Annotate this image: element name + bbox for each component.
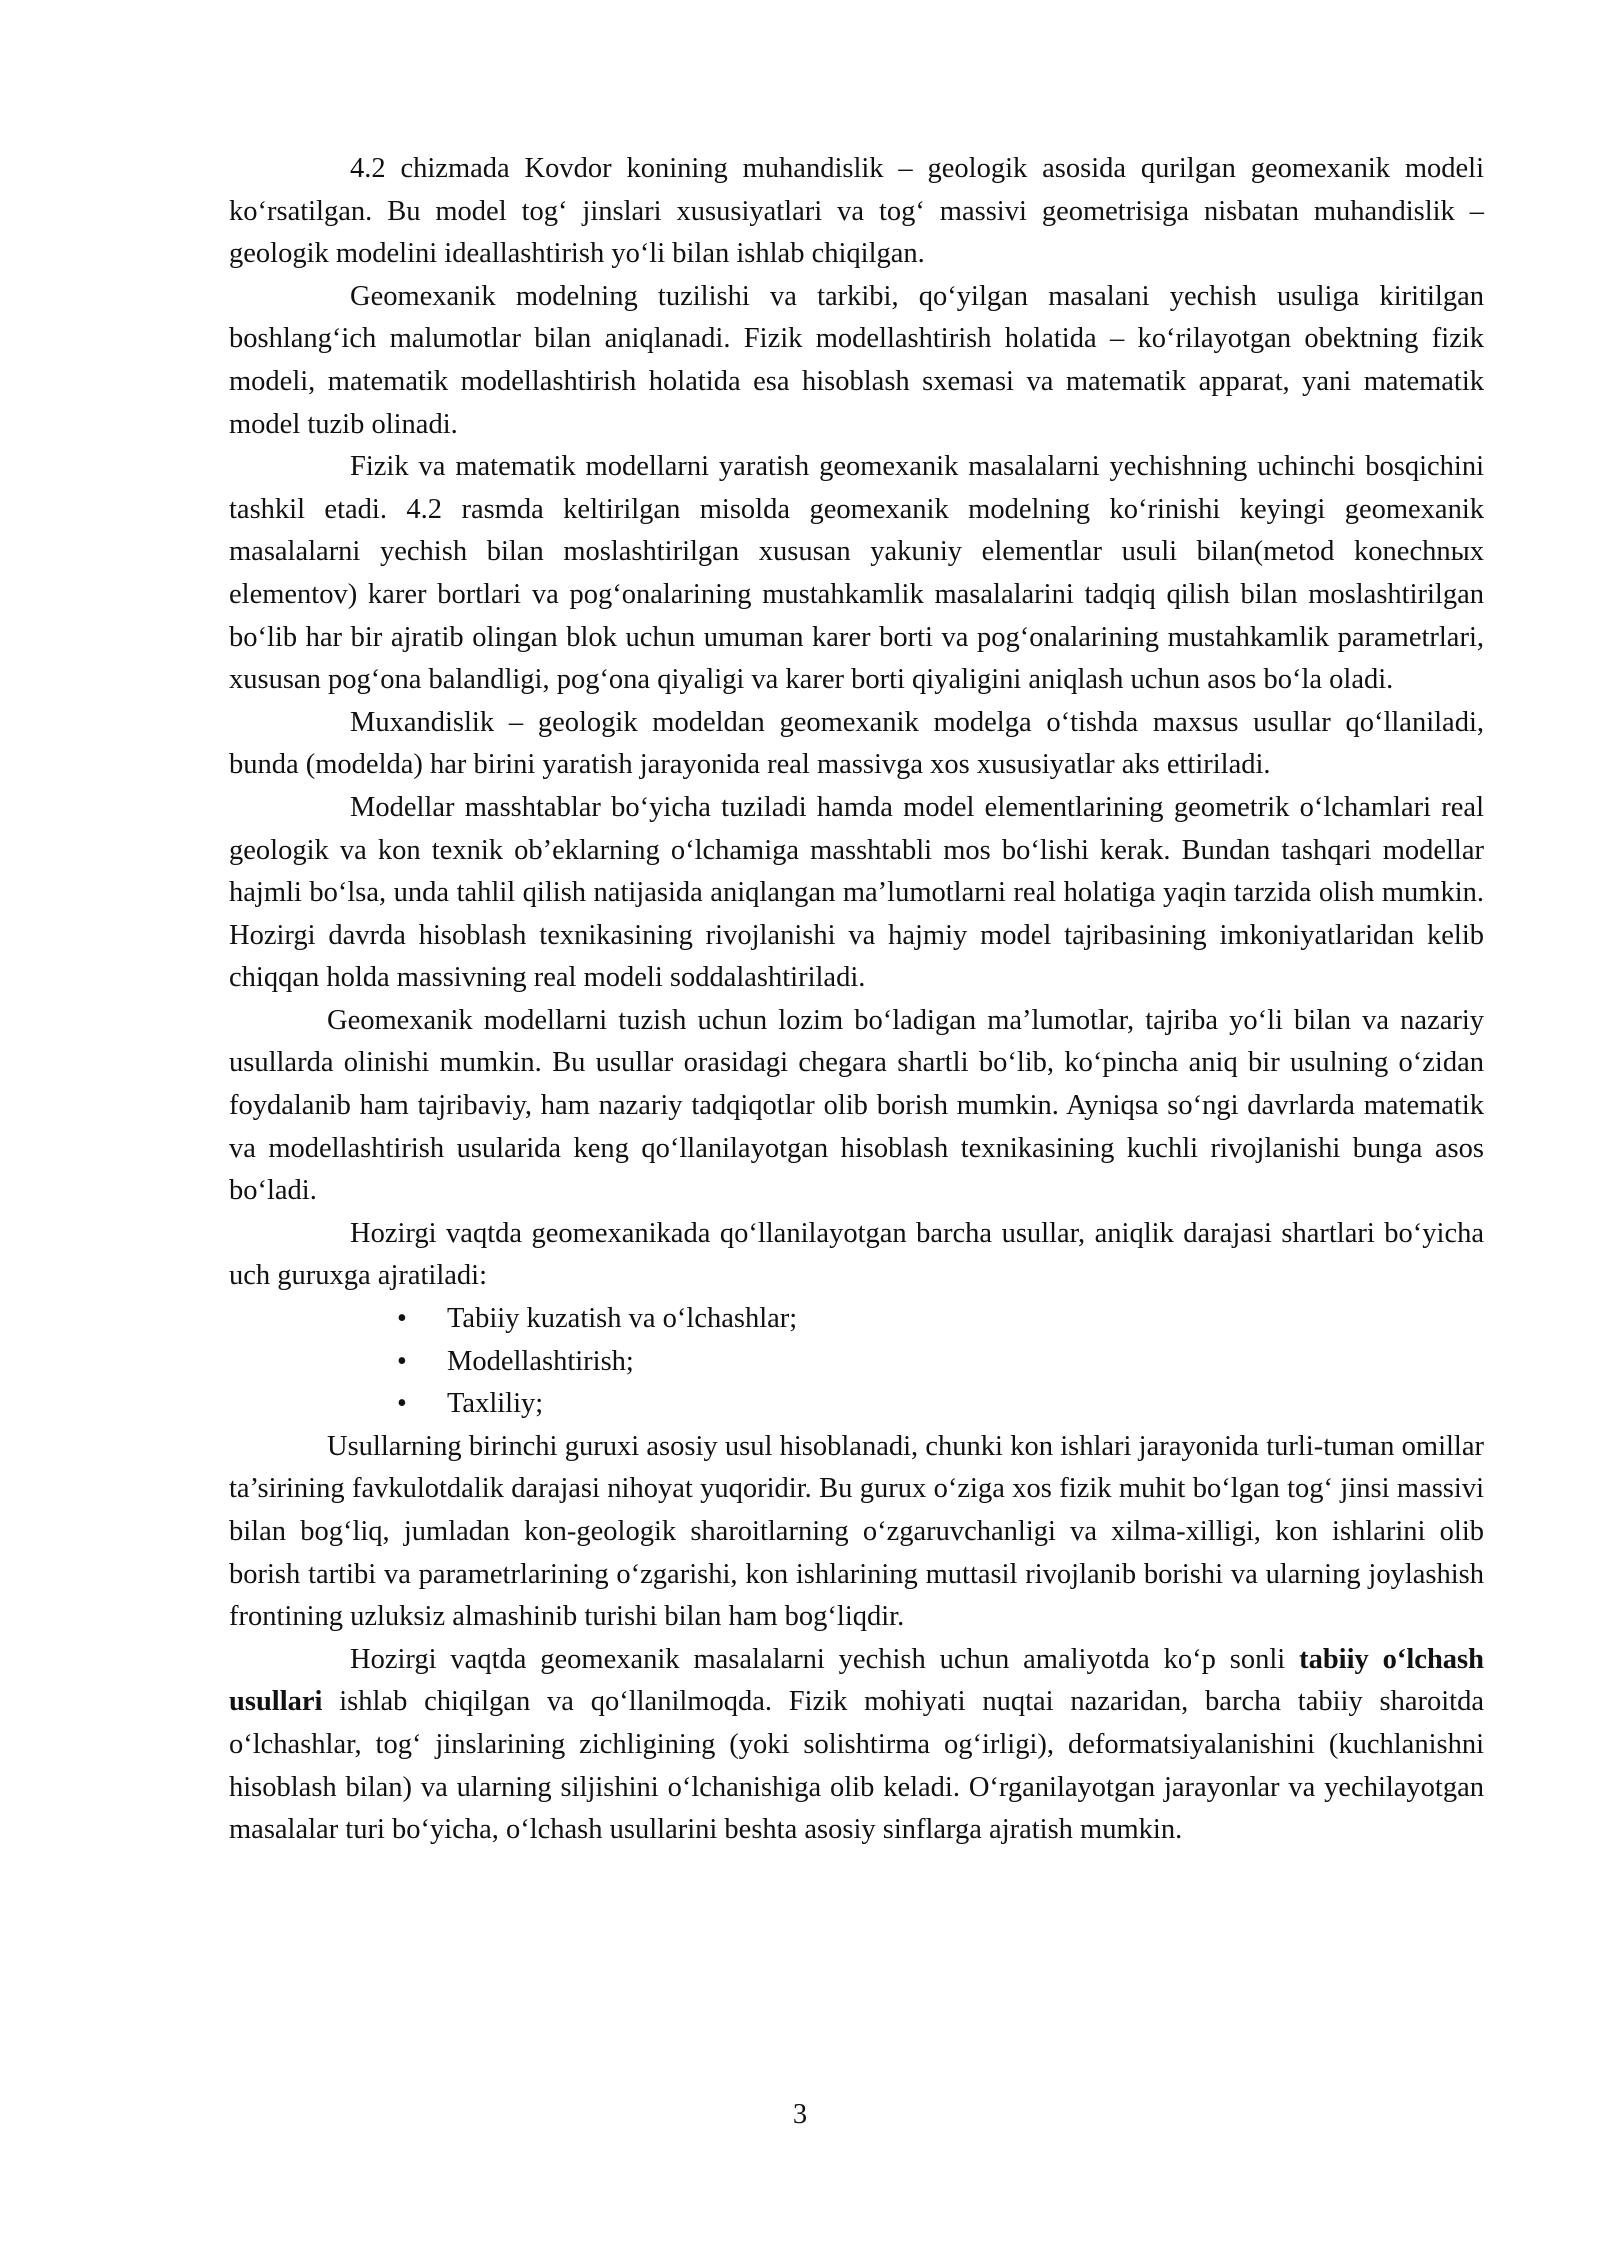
- paragraph-method-groups: Hozirgi vaqtda geomexanikada qo‘llanilayotgan barcha usullar, aniqlik darajasi shartlari bo‘yicha uch guruxga ajratiladi:: [229, 1217, 1484, 1292]
- list-item: [229, 1341, 1484, 1384]
- list-item-label: Tabiiy kuzatish va o‘lchashlar;: [447, 1303, 798, 1335]
- list-item: [229, 1383, 1484, 1426]
- document-body: [229, 148, 1484, 1852]
- paragraph-text-start: Hozirgi vaqtda geomexanik masalalarni yechish uchun amaliyotda ko‘p sonli: [350, 1643, 1300, 1675]
- paragraph-physical-math-models: Fizik va matematik modellarni yaratish geomexanik masalalarni yechishning uchinchi bosqichini tashkil etadi. 4.2 rasmda keltirilgan misolda geomexanik modelning ko‘rinishi keyingi geomexanik masalalarni yechish bilan moslashtirilgan xususan yakuniy elementlar usuli bilan(metod konechnых elementov) karer bortlari va pog‘onalarining mustahkamlik masalalarini tadqiq qilish bilan moslashtirilgan bo‘lib har bir ajratib olingan blok uchun umuman karer borti va pog‘onalarining mustahkamlik parametrlari, xususan pog‘ona balandligi, pog‘ona qiyaligi va karer borti qiyaligini aniqlash uchun asos bo‘la oladi.: [229, 451, 1484, 696]
- paragraph-kovdor-model: 4.2 chizmada Kovdor konining muhandislik – geologik asosida qurilgan geomexanik modeli ko‘rsatilgan. Bu model tog‘ jinslari xususiyatlari va tog‘ massivi geometrisiga nisbatan muhandislik – geologik modelini ideallashtirish yo‘li bilan ishlab chiqilgan.: [229, 153, 1484, 270]
- paragraph-first-group: Usullarning birinchi guruxi asosiy usul hisoblanadi, chunki kon ishlari jarayonida turli-tuman omillar ta’sirining favkulotdalik darajasi nihoyat yuqoridir. Bu gurux o‘ziga xos fizik muhit bo‘lgan tog‘ jinsi massivi bilan bog‘liq, jumladan kon-geologik sharoitlarning o‘zgaruvchanligi va xilma-xilligi, kon ishlarini olib borish tartibi va parametrlarining o‘zgarishi, kon ishlarining muttasil rivojlanib borishi va ularning joylashish frontining uzluksiz almashinib turishi bilan ham bog‘liqdir.: [229, 1430, 1484, 1633]
- paragraph-model-scale: Modellar masshtablar bo‘yicha tuziladi hamda model elementlarining geometrik o‘lchamlari real geologik va kon texnik ob’eklarning o‘lchamiga masshtabli mos bo‘lishi kerak. Bundan tashqari modellar hajmli bo‘lsa, unda tahlil qilish natijasida aniqlangan ma’lumotlarni real holatiga yaqin tarzida olish mumkin. Hozirgi davrda hisoblash texnikasining rivojlanishi va hajmiy model tajribasining imkoniyatlaridan kelib chiqqan holda massivning real modeli soddalashtiriladi.: [229, 791, 1484, 994]
- bullet-icon: •: [397, 1388, 407, 1420]
- list-item: [229, 1298, 1484, 1341]
- bullet-icon: •: [397, 1303, 407, 1335]
- list-item-label: Modellashtirish;: [447, 1345, 634, 1377]
- paragraph-natural-measurements: [229, 1639, 1484, 1852]
- page-number: 3: [792, 2099, 808, 2130]
- paragraph-engineering-geology-transition: Muxandislik – geologik modeldan geomexanik modelga o‘tishda maxsus usullar qo‘llaniladi, bunda (modelda) har birini yaratish jarayonida real massivga xos xususiyatlar aks ettiriladi.: [229, 706, 1484, 781]
- method-list: [229, 1298, 1484, 1426]
- paragraph-data-sources: Geomexanik modellarni tuzish uchun lozim bo‘ladigan ma’lumotlar, tajriba yo‘li bilan va nazariy usullarda olinishi mumkin. Bu usullar orasidagi chegara shartli bo‘lib, ko‘pincha aniq bir usulning o‘zidan foydalanib ham tajribaviy, ham nazariy tadqiqotlar olib borish mumkin. Ayniqsa so‘ngi davrlarda matematik va modellashtirish usularida keng qo‘llanilayotgan hisoblash texnikasining kuchli rivojlanishi bunga asos bo‘ladi.: [229, 1004, 1484, 1207]
- paragraph-model-structure: Geomexanik modelning tuzilishi va tarkibi, qo‘yilgan masalani yechish usuliga kiritilgan boshlang‘ich malumotlar bilan aniqlanadi. Fizik modellashtirish holatida – ko‘rilayotgan obektning fizik modeli, matematik modellashtirish holatida esa hisoblash sxemasi va matematik apparat, yani matematik model tuzib olinadi.: [229, 280, 1484, 440]
- paragraph-text-end: ishlab chiqilgan va qo‘llanilmoqda. Fizik mohiyati nuqtai nazaridan, barcha tabiiy sharoitda o‘lchashlar, tog‘ jinslarining zichligining (yoki solishtirma og‘irligi), deformatsiyalanishini (kuchlanishni hisoblash bilan) va ularning siljishini o‘lchanishiga olib keladi. O‘rganilayotgan jarayonlar va yechilayotgan masalalar turi bo‘yicha, o‘lchash usullarini beshta asosiy sinflarga ajratish mumkin.: [229, 1686, 1484, 1846]
- list-item-label: Taxliliy;: [447, 1388, 544, 1420]
- bullet-icon: •: [397, 1345, 407, 1377]
- bold-term: tabiiy o‘lchash usullari: [229, 1643, 1485, 1718]
